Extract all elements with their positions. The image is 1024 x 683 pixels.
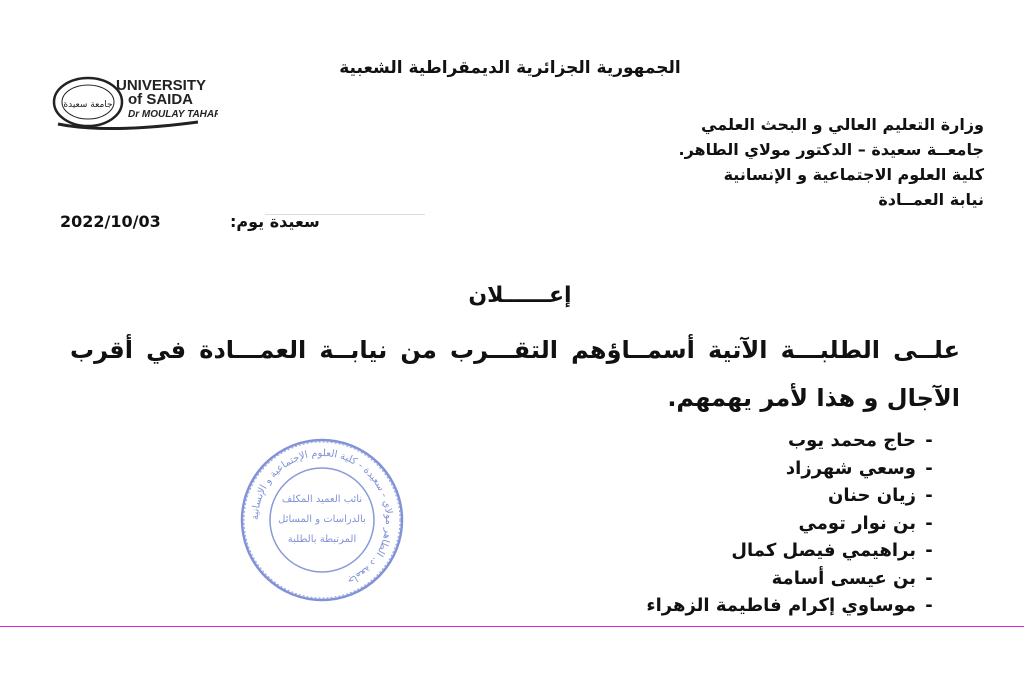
list-item bbox=[522, 568, 942, 596]
student-list bbox=[522, 430, 942, 623]
bullet-dash: - bbox=[925, 595, 933, 616]
student-name: بن نوار تومي bbox=[798, 512, 916, 534]
bullet-dash: - bbox=[925, 457, 933, 479]
university-line: جامعــة سعيدة – الدكتور مولاي الطاهر. bbox=[678, 140, 984, 159]
stamp-center-line: نائب العميد المكلف bbox=[281, 494, 363, 505]
faculty-line: كلية العلوم الاجتماعية و الإنسانية bbox=[723, 165, 984, 184]
logo-line-moulay-tahar: Dr MOULAY TAHAR bbox=[128, 109, 218, 120]
stamp-ring-text: جامعة د. الطاهر مولاي - سعيدة - كلية العلوم الإجتماعية و الإنسانية bbox=[249, 447, 395, 587]
bullet-dash: - bbox=[925, 512, 933, 534]
margin-line bbox=[0, 626, 1024, 627]
stamp-center-line: بالدراسات و المسائل bbox=[278, 514, 366, 525]
student-name: موساوي إكرام فاطيمة الزهراء bbox=[646, 595, 916, 616]
institution-block bbox=[524, 112, 984, 212]
announcement-body: علــى الطلبـــة الآتية أسمــاؤهم التقـــرب من نيابــة العمـــادة في أقرب الآجال و هذا لأمر يهمهم. bbox=[70, 336, 960, 412]
university-logo bbox=[48, 72, 218, 134]
logo-line-of-saida: of SAIDA bbox=[128, 91, 193, 108]
student-name: زيان حنان bbox=[828, 485, 916, 506]
list-item bbox=[522, 540, 942, 568]
logo-line-university: UNIVERSITY bbox=[116, 77, 207, 94]
list-item bbox=[522, 485, 942, 513]
bullet-dash: - bbox=[925, 430, 933, 451]
date-label: سعيدة يوم: bbox=[230, 212, 320, 231]
list-item bbox=[522, 430, 942, 458]
list-item bbox=[522, 458, 942, 486]
ministry-line: وزارة التعليم العالي و البحث العلمي bbox=[701, 115, 984, 134]
stamp-center-line: المرتبطة بالطلبة bbox=[287, 534, 357, 545]
official-stamp bbox=[238, 436, 406, 604]
date-block bbox=[60, 210, 320, 236]
date-value: 2022/10/03 bbox=[60, 212, 161, 231]
bullet-dash: - bbox=[925, 540, 933, 561]
list-item bbox=[522, 595, 942, 623]
republic-header: الجمهورية الجزائرية الديمقراطية الشعبية bbox=[339, 58, 681, 78]
student-name: وسعي شهرزاد bbox=[785, 457, 916, 479]
bullet-dash: - bbox=[925, 567, 933, 589]
list-item bbox=[522, 513, 942, 541]
student-name: براهيمي فيصل كمال bbox=[731, 540, 916, 561]
bullet-dash: - bbox=[925, 485, 933, 506]
deanship-line: نيابة العمــادة bbox=[878, 190, 984, 209]
logo-emblem-text: جامعة سعيدة bbox=[63, 100, 113, 110]
stamp-graphic bbox=[238, 436, 406, 604]
university-logo-graphic bbox=[48, 72, 218, 134]
student-name: حاج محمد يوب bbox=[788, 430, 916, 451]
student-name: بن عيسى أسامة bbox=[771, 567, 916, 589]
announcement-title: إعــــــلان bbox=[468, 283, 572, 308]
